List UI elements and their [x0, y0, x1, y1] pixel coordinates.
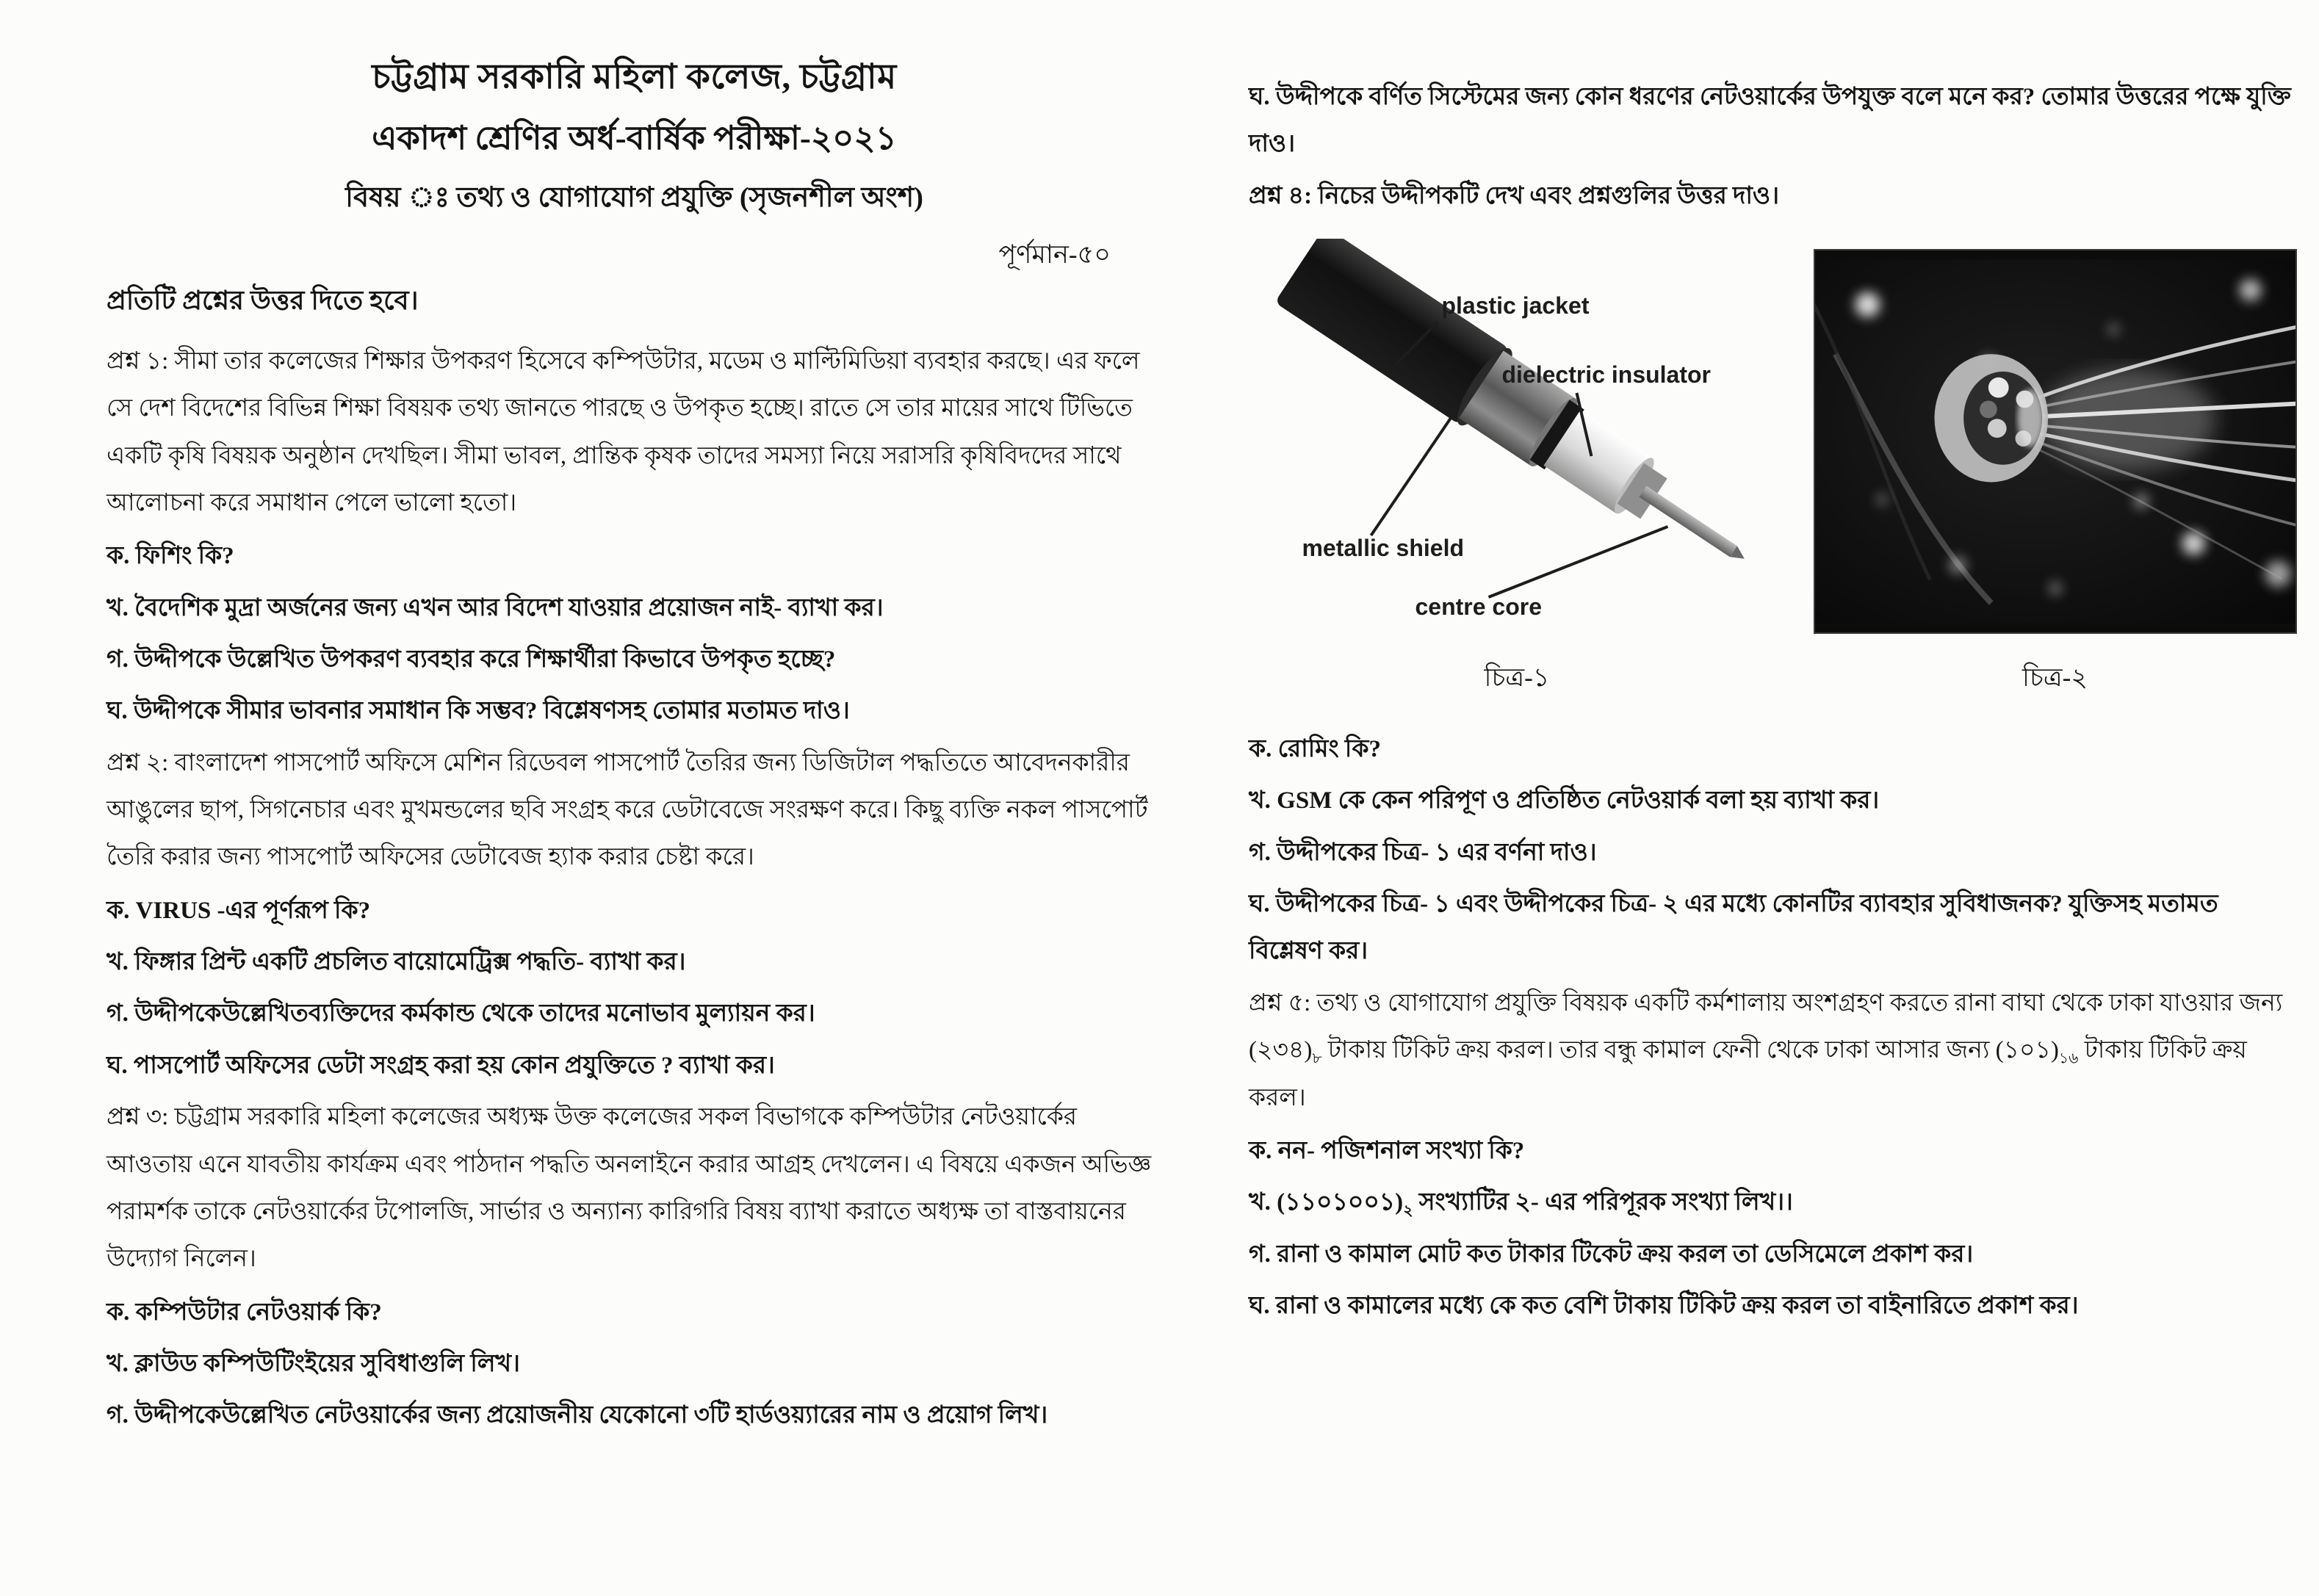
question-1-stem: প্রশ্ন ১: সীমা তার কলেজের শিক্ষার উপকরণ হিসেবে কম্পিউটার, মডেম ও মাল্টিমিডিয়া ব্যবহার করছে। এর ফলে সে দেশ বিদেশের বিভিন্ন শিক্ষা বিষয়ক তথ্য জানতে পারছে ও উপকৃত হচ্ছে। রাতে সে তার মায়ের সাথে টিভিতে একটি কৃষি বিষয়ক অনুষ্ঠান দেখছিল। সীমা ভাবল, প্রান্তিক কৃষক তাদের সমস্যা নিয়ে সরাসরি কৃষিবিদদের সাথে আলোচনা করে সমাধান পেলে ভালো হতো।	[107, 348, 1140, 517]
base-16-subscript: ১৬	[2058, 1050, 2079, 1067]
figure-2-caption: চিত্র-২	[2022, 663, 2088, 693]
question-3-stem: প্রশ্ন ৩: চট্টগ্রাম সরকারি মহিলা কলেজের অধ্যক্ষ উক্ত কলেজের সকল বিভাগকে কম্পিউটার নেটওয়ার্কের আওতায় এনে যাবতীয় কার্যক্রম এবং পাঠদান পদ্ধতি অনলাইনে করার আগ্রহ দেখলেন। এ বিষয়ে একজন অভিজ্ঞ পরামর্শক তাকে নেটওয়ার্কের টপোলজি, সার্ভার ও অন্যান্য কারিগরি বিষয় ব্যাখা করাতে অধ্যক্ষ তা বাস্তবায়নের উদ্যোগ নিলেন।	[107, 1104, 1152, 1273]
full-marks: পূর্ণমান-৫০	[998, 240, 1111, 269]
question-5-stem-part3: টাকায় টিকিট ক্রয় করল।	[1249, 1037, 2247, 1111]
question-5-stem-part2: টাকায় টিকিট ক্রয় করল। তার বন্ধু কামাল ফেনী থেকে ঢাকা আসার জন্য (১০১)	[1321, 1037, 2059, 1064]
question-3-d: ঘ. উদ্দীপকে বর্ণিত সিস্টেমের জন্য কোন ধরণের নেটওয়ার্কের উপযুক্ত বলে মনে কর? তোমার উত্তরের পক্ষে যুক্তি দাও।	[1249, 84, 2291, 158]
question-2-c: গ. উদ্দীপকেউল্লেখিতব্যক্তিদের কর্মকান্ড থেকে তাদের মনোভাব মুল্যায়ন কর।	[107, 1000, 815, 1028]
question-1-d: ঘ. উদ্দীপকে সীমার ভাবনার সমাধান কি সম্ভব? বিশ্লেষণসহ তোমার মতামত দাও।	[107, 698, 850, 725]
question-2-stem: প্রশ্ন ২: বাংলাদেশ পাসপোর্ট অফিসে মেশিন রিডেবল পাসপোর্ট তৈরির জন্য ডিজিটাল পদ্ধতিতে আবেদনকারীর আঙুলের ছাপ, সিগনেচার এবং মুখমন্ডলের ছবি সংগ্রহ করে ডেটাবেজে সংরক্ষণ করে। কিছু ব্যক্তি নকল পাসপোর্ট তৈরি করার জন্য পাসপোর্ট অফিসের ডেটাবেজ হ্যাক করার চেষ্টা করে।	[107, 749, 1148, 871]
question-5-b-part1: খ. (১১০১০০১)	[1249, 1189, 1404, 1216]
question-4-b: খ. GSM কে কেন পরিপূণ ও প্রতিষ্ঠিত নেটওয়ার্ক বলা হয় ব্যাখা কর।	[1249, 787, 1880, 815]
question-4-a: ক. রোমিং কি?	[1249, 736, 1381, 763]
figure-row	[1249, 239, 2297, 650]
subject-line: বিষয় ঃ তথ্য ও যোগাযোগ প্রযুক্তি (সৃজনশীল অংশ)	[345, 182, 923, 213]
exam-title: একাদশ শ্রেণির অর্ধ-বার্ষিক পরীক্ষা-২০২১	[372, 120, 897, 156]
figure-2-fibre-optic-photo	[1814, 249, 2297, 634]
question-4-label: প্রশ্ন ৪: নিচের উদ্দীপকটি দেখ এবং প্রশ্নগুলির উত্তর দাও।	[1249, 182, 1780, 209]
label-dielectric-insulator: dielectric insulator	[1501, 361, 1712, 389]
label-metallic-shield: metallic shield	[1302, 535, 1465, 562]
question-2-a: ক. VIRUS -এর পূর্ণরূপ কি?	[107, 897, 371, 924]
question-5-b-part2: সংখ্যাটির ২- এর পরিপূরক সংখ্যা লিখ।।	[1413, 1189, 1793, 1216]
base-2-subscript: ২	[1403, 1202, 1413, 1219]
question-3-b: খ. ক্লাউড কম্পিউটিংইয়ের সুবিধাগুলি লিখ।	[107, 1350, 520, 1377]
left-column	[107, 43, 1162, 1444]
base-8-subscript: ৮	[1312, 1050, 1322, 1067]
light-glow	[2041, 369, 2215, 471]
college-name: চট্টগ্রাম সরকারি মহিলা কলেজ, চট্টগ্রাম	[372, 58, 897, 96]
question-3-c: গ. উদ্দীপকেউল্লেখিত নেটওয়ার্কের জন্য প্রয়োজনীয় যেকোনো ৩টি হার্ডওয়্যারের নাম ও প্রয়োগ লিখ।	[107, 1402, 1048, 1429]
question-1-a: ক. ফিশিং কি?	[107, 543, 234, 570]
question-5-c: গ. রানা ও কামাল মোট কত টাকার টিকেট ক্রয় করল তা ডেসিমেলে প্রকাশ কর।	[1249, 1241, 1974, 1268]
question-2-b: খ. ফিঙ্গার প্রিন্ট একটি প্রচলিত বায়োমেট্রিক্স পদ্ধতি- ব্যাখা কর।	[107, 949, 686, 976]
question-5-d: ঘ. রানা ও কামালের মধ্যে কে কত বেশি টাকায় টিকিট ক্রয় করল তা বাইনারিতে প্রকাশ কর।	[1249, 1293, 2079, 1320]
label-centre-core: centre core	[1415, 593, 1543, 621]
figure-1-coaxial-cable-diagram	[1249, 239, 1784, 650]
question-4-d: ঘ. উদ্দীপকের চিত্র- ১ এবং উদ্দীপকের চিত্র- ২ এর মধ্যে কোনটির ব্যাবহার সুবিধাজনক? যুক্তিসহ মতামত বিশ্লেষণ কর।	[1249, 891, 2218, 965]
question-4-c: গ. উদ্দীপকের চিত্র- ১ এর বর্ণনা দাও।	[1249, 839, 1597, 866]
question-5-stem-part1: প্রশ্ন ৫: তথ্য ও যোগাযোগ প্রযুক্তি বিষয়ক একটি কর্মশালায় অংশগ্রহণ করতে রানা বাঘা থেকে ঢাকা যাওয়ার জন্য (২৩৪)	[1249, 989, 2283, 1064]
general-instruction: প্রতিটি প্রশ্নের উত্তর দিতে হবে।	[107, 286, 419, 315]
question-1-b: খ. বৈদেশিক মুদ্রা অর্জনের জন্য এখন আর বিদেশ যাওয়ার প্রয়োজন নাই- ব্যাখা কর।	[107, 594, 884, 621]
question-5-a: ক. নন- পজিশনাল সংখ্যা কি?	[1249, 1137, 1525, 1164]
figure-1-caption: চিত্র-১	[1484, 663, 1550, 693]
right-column	[1249, 43, 2297, 1444]
question-5-stem	[1249, 980, 2297, 1122]
question-5-b	[1249, 1179, 2297, 1226]
question-3-a: ক. কম্পিউটার নেটওয়ার্ক কি?	[107, 1299, 382, 1326]
connector-ferrule	[1934, 354, 2048, 482]
figure-captions	[1249, 657, 2297, 701]
label-plastic-jacket: plastic jacket	[1441, 292, 1590, 319]
question-1-c: গ. উদ্দীপকে উল্লেখিত উপকরণ ব্যবহার করে শিক্ষার্থীরা কিভাবে উপকৃত হচ্ছে?	[107, 646, 836, 674]
question-2-d: ঘ. পাসপোর্ট অফিসের ডেটা সংগ্রহ করা হয় কোন প্রযুক্তিতে ? ব্যাখা কর।	[107, 1052, 775, 1079]
